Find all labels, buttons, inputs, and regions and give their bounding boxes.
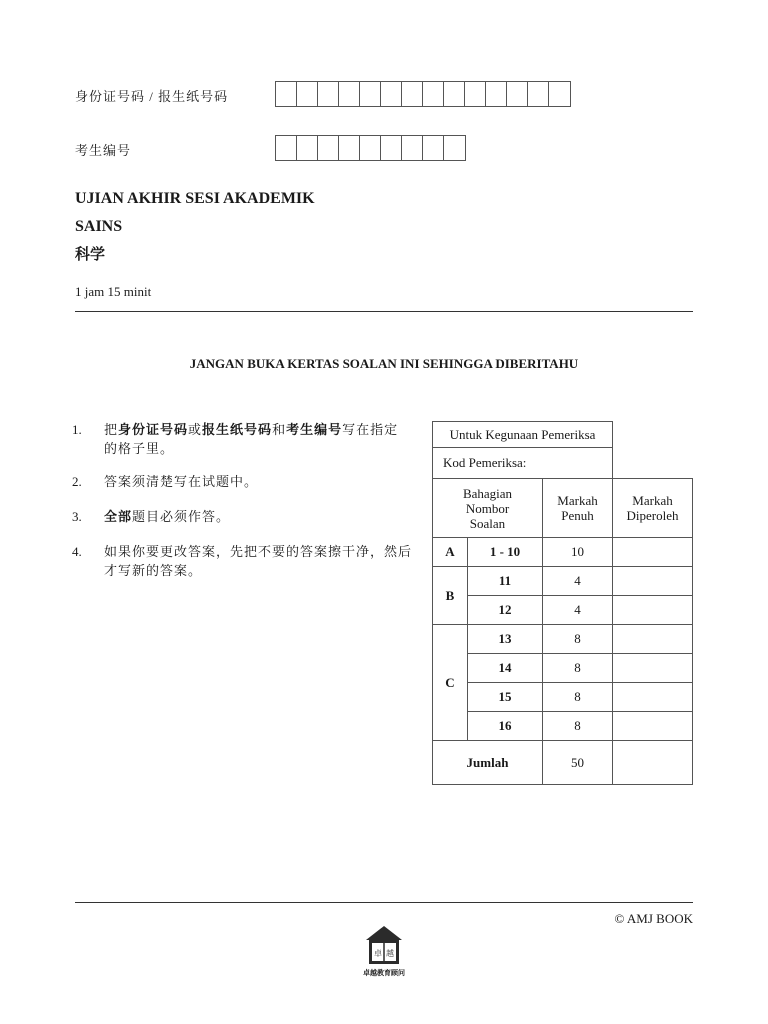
obtained-marks-cell[interactable] <box>613 596 693 625</box>
instruction-item <box>72 542 412 582</box>
examiner-table-heading: Untuk Kegunaan Pemeriksa <box>433 422 613 448</box>
obtained-marks-cell[interactable] <box>613 567 693 596</box>
digit-box[interactable] <box>360 136 381 160</box>
digit-box[interactable] <box>339 82 360 106</box>
question-cell: 15 <box>468 683 543 712</box>
section-cell: A <box>433 538 468 567</box>
obtained-marks-cell[interactable] <box>613 683 693 712</box>
total-full-marks: 50 <box>543 741 613 785</box>
table-row <box>433 654 693 683</box>
obtained-marks-cell[interactable] <box>613 538 693 567</box>
instruction-text: 如果你要更改答案，先把不要的答案擦干净，然后才写新的答案。 <box>104 544 413 578</box>
header-divider <box>75 311 693 312</box>
question-cell: 11 <box>468 567 543 596</box>
digit-box[interactable] <box>360 82 381 106</box>
full-marks-cell: 4 <box>543 567 613 596</box>
digit-box[interactable] <box>297 82 318 106</box>
table-row <box>433 683 693 712</box>
total-row <box>433 741 693 785</box>
digit-box[interactable] <box>444 136 465 160</box>
instruction-number: 4. <box>72 544 82 559</box>
digit-box[interactable] <box>381 82 402 106</box>
col-header-section: Bahagian Nombor Soalan <box>433 479 543 538</box>
exam-title: UJIAN AKHIR SESI AKADEMIK <box>75 190 315 207</box>
question-cell: 14 <box>468 654 543 683</box>
instruction-text: 全部题目必须作答。 <box>104 509 231 524</box>
obtained-marks-cell[interactable] <box>613 712 693 741</box>
footer-divider <box>75 902 693 903</box>
instructions-list <box>72 420 412 582</box>
instruction-item <box>72 420 412 460</box>
publisher-logo-caption: 卓越教育顾问 <box>363 969 405 977</box>
col-header-marks-obtained: Markah Diperoleh <box>613 479 693 538</box>
question-cell: 1 - 10 <box>468 538 543 567</box>
subject-title: SAINS <box>75 218 123 235</box>
full-marks-cell: 8 <box>543 625 613 654</box>
instruction-number: 2. <box>72 474 82 489</box>
candidate-number-boxes[interactable] <box>275 135 466 161</box>
question-cell: 12 <box>468 596 543 625</box>
digit-box[interactable] <box>486 82 507 106</box>
examiner-table <box>432 421 693 785</box>
full-marks-cell: 8 <box>543 683 613 712</box>
instruction-number: 3. <box>72 509 82 524</box>
full-marks-cell: 8 <box>543 654 613 683</box>
instruction-text: 把身份证号码或报生纸号码和考生编号写在指定的格子里。 <box>104 422 399 456</box>
table-row <box>433 567 693 596</box>
digit-box[interactable] <box>402 82 423 106</box>
digit-box[interactable] <box>444 82 465 106</box>
instruction-item <box>72 472 412 491</box>
id-number-boxes[interactable] <box>275 81 571 107</box>
col-header-full-marks: Markah Penuh <box>543 479 613 538</box>
table-row <box>433 596 693 625</box>
digit-box[interactable] <box>297 136 318 160</box>
instruction-item <box>72 507 412 526</box>
digit-box[interactable] <box>276 136 297 160</box>
digit-box[interactable] <box>339 136 360 160</box>
examiner-code-field[interactable]: Kod Pemeriksa: <box>433 448 613 479</box>
do-not-open-warning: JANGAN BUKA KERTAS SOALAN INI SEHINGGA DIBERITAHU <box>189 356 579 371</box>
id-number-label: 身份证号码 / 报生纸号码 <box>75 89 229 104</box>
instruction-number: 1. <box>72 422 82 437</box>
section-cell: B <box>433 567 468 625</box>
digit-box[interactable] <box>402 136 423 160</box>
publisher-logo-icon <box>362 924 406 968</box>
digit-box[interactable] <box>549 82 570 106</box>
svg-text:越: 越 <box>386 949 394 958</box>
instruction-text: 答案须清楚写在试题中。 <box>104 474 259 489</box>
candidate-number-label: 考生编号 <box>75 143 132 158</box>
digit-box[interactable] <box>528 82 549 106</box>
obtained-marks-cell[interactable] <box>613 654 693 683</box>
exam-duration: 1 jam 15 minit <box>75 284 152 299</box>
digit-box[interactable] <box>423 136 444 160</box>
digit-box[interactable] <box>465 82 486 106</box>
table-row <box>433 538 693 567</box>
full-marks-cell: 10 <box>543 538 613 567</box>
copyright-text: © AMJ BOOK <box>614 911 693 926</box>
question-cell: 16 <box>468 712 543 741</box>
section-cell: C <box>433 625 468 741</box>
full-marks-cell: 8 <box>543 712 613 741</box>
digit-box[interactable] <box>318 82 339 106</box>
svg-text:卓: 卓 <box>374 949 382 958</box>
total-label: Jumlah <box>433 741 543 785</box>
full-marks-cell: 4 <box>543 596 613 625</box>
obtained-marks-cell[interactable] <box>613 625 693 654</box>
question-cell: 13 <box>468 625 543 654</box>
digit-box[interactable] <box>507 82 528 106</box>
digit-box[interactable] <box>276 82 297 106</box>
subject-title-chinese: 科学 <box>75 245 106 263</box>
table-row <box>433 712 693 741</box>
table-row <box>433 625 693 654</box>
digit-box[interactable] <box>423 82 444 106</box>
total-obtained-marks[interactable] <box>613 741 693 785</box>
digit-box[interactable] <box>381 136 402 160</box>
digit-box[interactable] <box>318 136 339 160</box>
